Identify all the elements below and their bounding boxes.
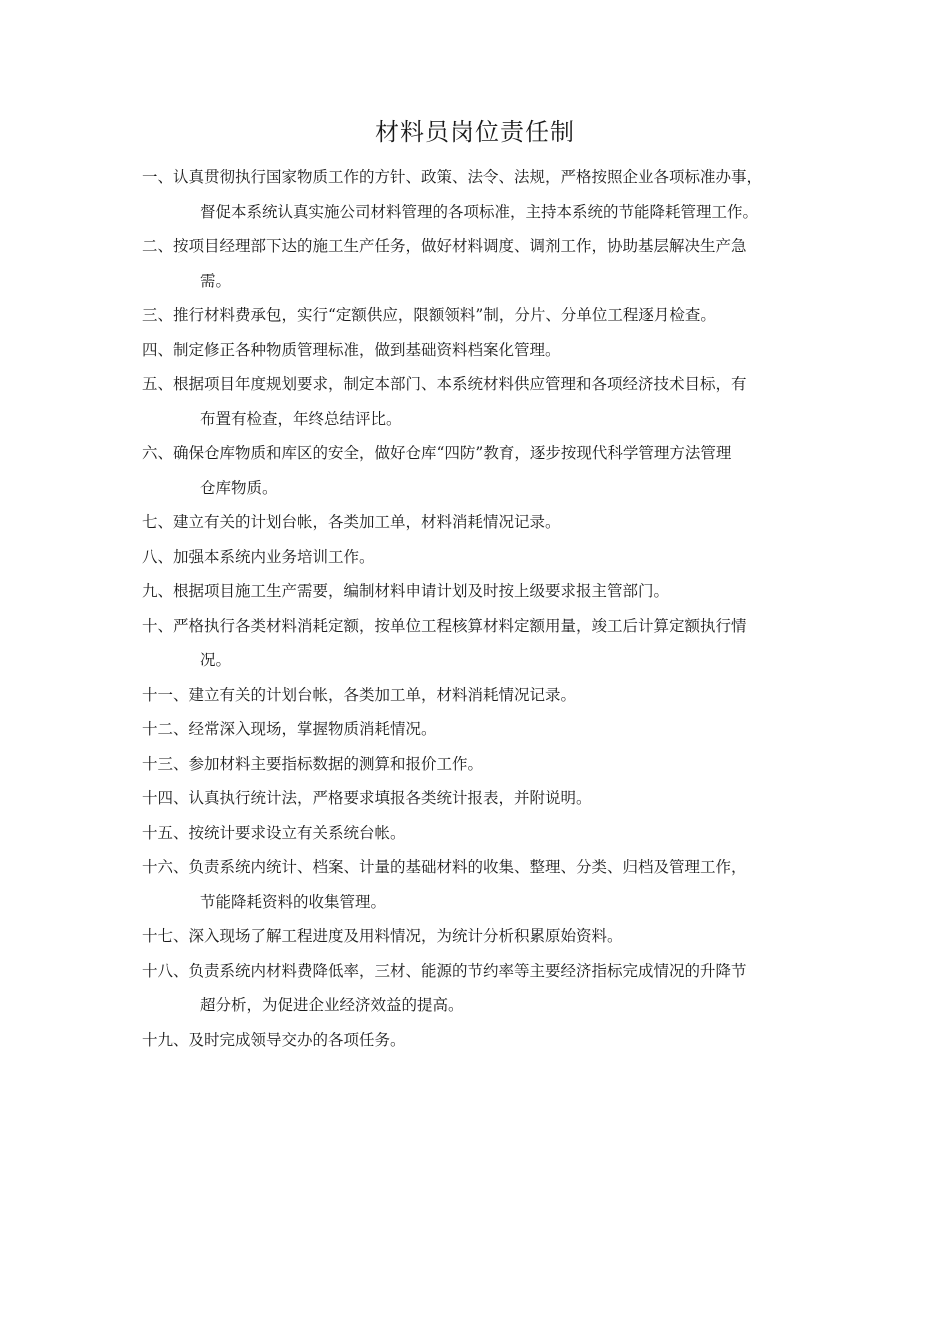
- duty-item: [142, 850, 822, 919]
- duty-text-continuation: 布置有检查，年终总结评比。: [200, 409, 402, 428]
- duty-text: 十一、建立有关的计划台帐，各类加工单，材料消耗情况记录。: [142, 685, 577, 704]
- duty-item: [142, 333, 822, 368]
- duty-item: [142, 298, 822, 333]
- duty-list: [142, 160, 822, 1057]
- duty-text: 十四、认真执行统计法，严格要求填报各类统计报表，并附说明。: [142, 789, 592, 807]
- duty-text: 十八、负责系统内材料费降低率，三材、能源的节约率等主要经济指标完成情况的升降节: [142, 961, 747, 980]
- duty-item: [142, 1023, 822, 1058]
- duty-item: [142, 367, 822, 436]
- duty-text-continuation: 超分析，为促进企业经济效益的提高。: [200, 996, 464, 1014]
- duty-text: 三、推行材料费承包，实行“定额供应，限额领料”制，分片、分单位工程逐月检查。: [142, 306, 716, 324]
- duty-text: 十二、经常深入现场，掌握物质消耗情况。: [142, 720, 437, 738]
- duty-text: 十六、负责系统内统计、档案、计量的基础材料的收集、整理、分类、归档及管理工作，: [142, 858, 747, 876]
- duty-text: 五、根据项目年度规划要求，制定本部门、本系统材料供应管理和各项经济技术目标，有: [142, 375, 747, 393]
- duty-text-continuation: 需。: [200, 271, 232, 290]
- duty-item: [142, 229, 822, 298]
- document-title: 材料员岗位责任制: [375, 118, 575, 146]
- duty-text: 十、严格执行各类材料消耗定额，按单位工程核算材料定额用量，竣工后计算定额执行情: [142, 616, 747, 635]
- duty-text: 九、根据项目施工生产需要，编制材料申请计划及时按上级要求报主管部门。: [142, 582, 670, 600]
- duty-text: 二、按项目经理部下达的施工生产任务，做好材料调度、调剂工作，协助基层解决生产急: [142, 237, 747, 255]
- duty-item: [142, 712, 822, 747]
- duty-item: [142, 781, 822, 816]
- duty-item: [142, 816, 822, 851]
- duty-item: [142, 540, 822, 575]
- duty-item: [142, 160, 822, 229]
- duty-text: 十七、深入现场了解工程进度及用料情况，为统计分析积累原始资料。: [142, 927, 623, 945]
- duty-text-continuation: 况。: [200, 651, 232, 669]
- duty-item: [142, 574, 822, 609]
- duty-item: [142, 747, 822, 782]
- duty-item: [142, 436, 822, 505]
- duty-text-continuation: 节能降耗资料的收集管理。: [200, 892, 387, 911]
- duty-text-continuation: 督促本系统认真实施公司材料管理的各项标准，主持本系统的节能降耗管理工作。: [200, 202, 759, 221]
- duty-text: 六、确保仓库物质和库区的安全，做好仓库“四防”教育，逐步按现代科学管理方法管理: [142, 444, 732, 462]
- duty-text-continuation: 仓库物质。: [200, 478, 278, 497]
- duty-text: 一、认真贯彻执行国家物质工作的方针、政策、法令、法规，严格按照企业各项标准办事，: [142, 168, 763, 186]
- duty-text: 七、建立有关的计划台帐，各类加工单，材料消耗情况记录。: [142, 513, 561, 531]
- duty-text: 八、加强本系统内业务培训工作。: [142, 547, 375, 566]
- duty-item: [142, 954, 822, 1023]
- duty-item: [142, 678, 822, 713]
- duty-text: 十五、按统计要求设立有关系统台帐。: [142, 823, 406, 842]
- duty-text: 十九、及时完成领导交办的各项任务。: [142, 1030, 406, 1049]
- duty-item: [142, 609, 822, 678]
- duty-text: 十三、参加材料主要指标数据的测算和报价工作。: [142, 754, 484, 773]
- duty-item: [142, 919, 822, 954]
- duty-item: [142, 505, 822, 540]
- duty-text: 四、制定修正各种物质管理标准，做到基础资料档案化管理。: [142, 340, 561, 359]
